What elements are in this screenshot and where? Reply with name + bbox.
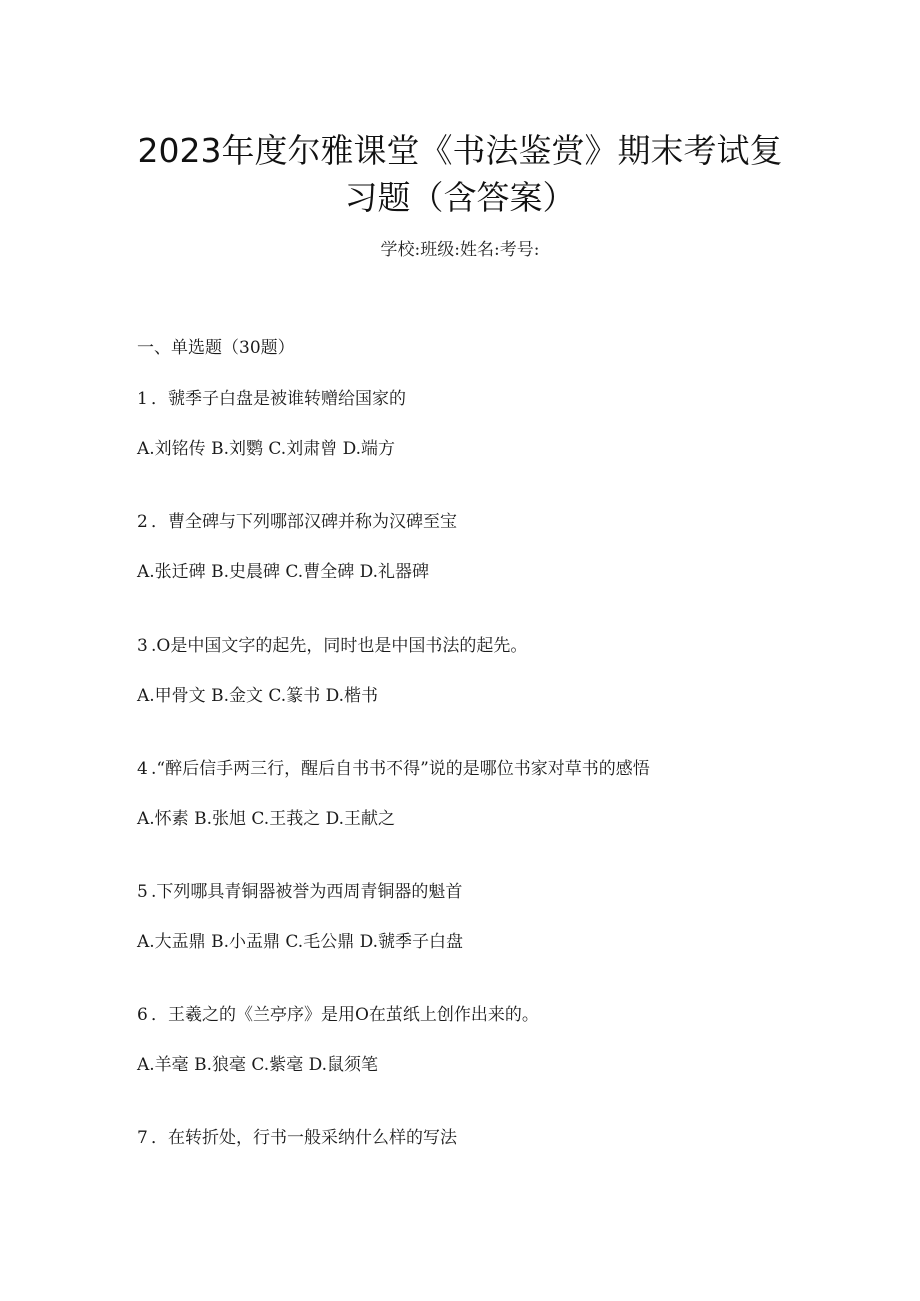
question-number: 1 [137,389,148,409]
question-6 [137,1003,539,1027]
question-3-options: A.甲骨文 B.金文 C.篆书 D.楷书 [137,686,379,706]
question-number: 3 [137,636,148,656]
student-info-line: 学校:班级:姓名:考号: [380,240,540,260]
question-4-options: A.怀素 B.张旭 C.王莪之 D.王献之 [137,809,396,829]
question-2 [137,510,457,534]
question-text: .下列哪具青铜器被誉为西周青铜器的魁首 [151,882,463,902]
question-number: 2 [137,512,148,532]
question-text: ．王羲之的《兰亭序》是用O在茧纸上创作出来的。 [151,1005,539,1025]
question-number: 7 [137,1128,148,1148]
question-6-options: A.羊毫 B.狼毫 C.紫毫 D.鼠须笔 [137,1055,379,1075]
question-text: ．在转折处，行书一般采纳什么样的写法 [151,1128,457,1148]
question-5-options: A.大盂鼎 B.小盂鼎 C.毛公鼎 D.虢季子白盘 [137,932,464,952]
question-2-options: A.张迁碑 B.史晨碑 C.曹全碑 D.礼器碑 [137,562,430,582]
question-1-options: A.刘铭传 B.刘鹦 C.刘肃曾 D.端方 [137,439,396,459]
question-4 [137,757,650,781]
question-text: .O是中国文字的起先，同时也是中国书法的起先。 [151,636,528,656]
question-7 [137,1126,457,1150]
section-heading: 一、单选题（30题） [137,338,295,358]
question-number: 4 [137,759,148,779]
question-3 [137,634,527,658]
question-5 [137,880,462,904]
question-text: ．曹全碑与下列哪部汉碑并称为汉碑至宝 [151,512,457,532]
document-title-line-1: 2023年度尔雅课堂《书法鉴赏》期末考试复 [137,131,783,170]
question-1 [137,387,406,411]
question-number: 6 [137,1005,148,1025]
question-text: ．虢季子白盘是被谁转赠给国家的 [151,389,406,409]
question-text: .“醉后信手两三行，醒后自书书不得”说的是哪位书家对草书的感悟 [151,759,650,779]
question-number: 5 [137,882,148,902]
document-title-line-2: 习题（含答案） [344,178,576,217]
